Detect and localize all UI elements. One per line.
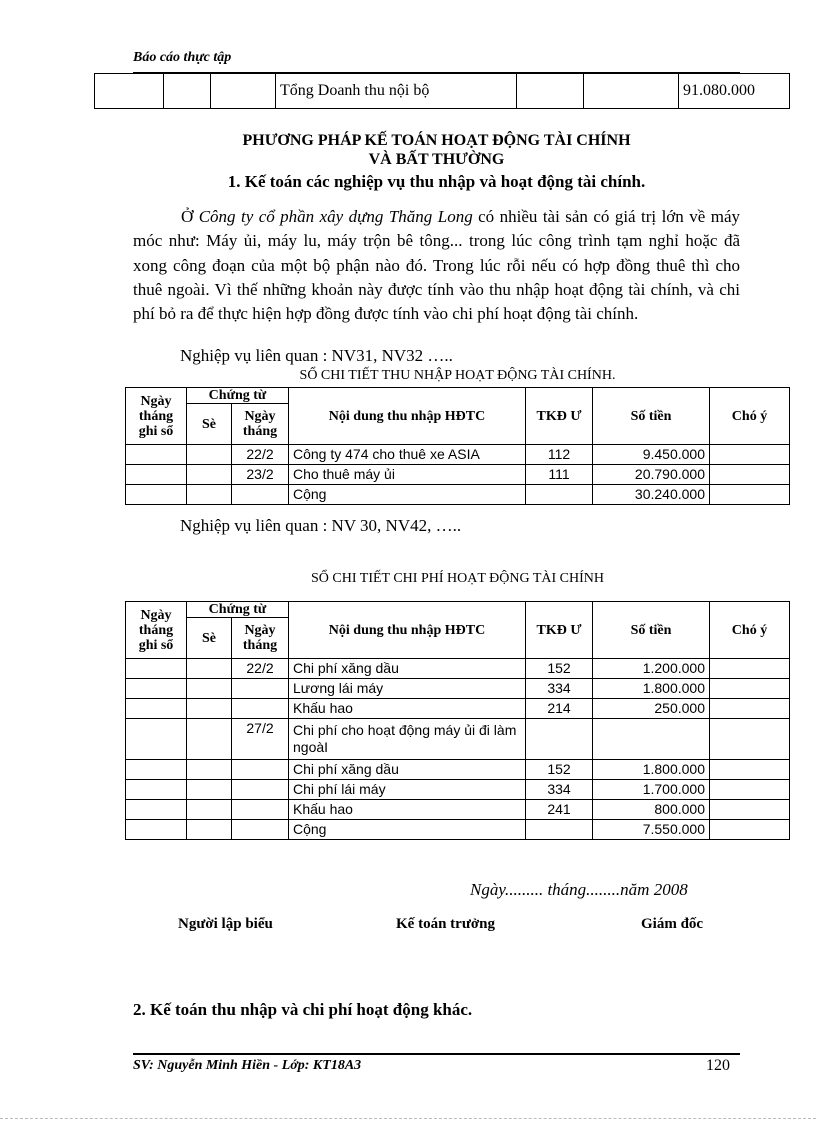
cell bbox=[95, 74, 164, 109]
row-date: 23/2 bbox=[232, 465, 289, 485]
row-amount: 800.000 bbox=[593, 800, 710, 820]
cell bbox=[710, 445, 790, 465]
table-row bbox=[126, 719, 790, 760]
company-name: Công ty cổ phần xây dựng Thăng Long bbox=[198, 207, 473, 226]
cell bbox=[187, 445, 232, 465]
cell bbox=[187, 679, 232, 699]
cell bbox=[126, 485, 187, 505]
row-account bbox=[526, 485, 593, 505]
table-row bbox=[126, 679, 790, 699]
col-amount: Số tiền bbox=[593, 602, 710, 659]
cell bbox=[710, 699, 790, 719]
col-content: Nội dung thu nhập HĐTC bbox=[289, 602, 526, 659]
cell bbox=[164, 74, 211, 109]
row-account: 334 bbox=[526, 679, 593, 699]
table-row bbox=[126, 465, 790, 485]
cell bbox=[126, 679, 187, 699]
cell bbox=[710, 485, 790, 505]
row-content: Chi phí lái máy bbox=[289, 780, 526, 800]
cell bbox=[126, 699, 187, 719]
row-content: Khấu hao bbox=[289, 699, 526, 719]
cell bbox=[126, 445, 187, 465]
col-date: Ngày tháng ghi sổ bbox=[126, 602, 187, 659]
cell bbox=[187, 699, 232, 719]
cell bbox=[584, 74, 679, 109]
row-amount: 7.550.000 bbox=[593, 820, 710, 840]
row-content: Cộng bbox=[289, 485, 526, 505]
col-date: Ngày tháng ghi sổ bbox=[126, 388, 187, 445]
signature-accountant: Kế toán trưởng bbox=[396, 916, 495, 932]
cell bbox=[710, 679, 790, 699]
cell bbox=[710, 465, 790, 485]
col-amount: Số tiền bbox=[593, 388, 710, 445]
row-date bbox=[232, 760, 289, 780]
col-tkdu: TKĐ Ư bbox=[526, 602, 593, 659]
row-amount: 250.000 bbox=[593, 699, 710, 719]
table-row bbox=[126, 485, 790, 505]
related-operations-2: Nghiệp vụ liên quan : NV 30, NV42, ….. bbox=[180, 516, 462, 535]
paragraph-rest: có nhiều tài sản có giá trị lớn về máy móc như: Máy ủi, máy lu, máy trộn bê tông... trong lúc công trình tạm nghỉ hoặc đã xong công đoạn của một bộ phận nào đó. Trong lúc rỗi nếu có hợp đồng thuê thì cho thuê ngoài. Vì thế những khoản này được tính vào thu nhập hoạt động tài chính, và chi phí bỏ ra để thực hiện hợp đồng được tính vào chi phí hoạt động tài chính. bbox=[133, 207, 740, 324]
table-row bbox=[126, 820, 790, 840]
row-content: Công ty 474 cho thuê xe ASIA bbox=[289, 445, 526, 465]
row-content: Chi phí xăng dầu bbox=[289, 760, 526, 780]
table-row bbox=[126, 800, 790, 820]
table-row bbox=[95, 74, 790, 109]
cell bbox=[517, 74, 584, 109]
related-operations-1: Nghiệp vụ liên quan : NV31, NV32 ….. bbox=[180, 346, 453, 365]
section-title-line-1: PHƯƠNG PHÁP KẾ TOÁN HOẠT ĐỘNG TÀI CHÍNH bbox=[242, 132, 631, 149]
col-voucher: Chứng từ bbox=[187, 388, 289, 404]
row-account: 152 bbox=[526, 760, 593, 780]
cell bbox=[710, 659, 790, 679]
col-ngay: Ngày tháng bbox=[232, 404, 289, 445]
row-content: Khấu hao bbox=[289, 800, 526, 820]
row-date bbox=[232, 800, 289, 820]
table-row bbox=[126, 699, 790, 719]
table-row bbox=[126, 760, 790, 780]
cell bbox=[126, 465, 187, 485]
row-amount: 30.240.000 bbox=[593, 485, 710, 505]
signature-preparer: Người lập biểu bbox=[178, 916, 273, 932]
expense-ledger-table bbox=[125, 601, 790, 840]
col-note: Chó ý bbox=[710, 602, 790, 659]
cell bbox=[187, 465, 232, 485]
cell bbox=[710, 719, 790, 760]
cell bbox=[126, 800, 187, 820]
cell bbox=[126, 719, 187, 760]
body-paragraph bbox=[133, 205, 740, 326]
cell bbox=[126, 820, 187, 840]
table1-title: SỔ CHI TIẾT THU NHẬP HOẠT ĐỘNG TÀI CHÍNH. bbox=[299, 368, 616, 383]
page-bottom-border bbox=[0, 1118, 816, 1119]
row-date bbox=[232, 679, 289, 699]
row-content: Cộng bbox=[289, 820, 526, 840]
heading-2: 2. Kế toán thu nhập và chi phí hoạt động khác. bbox=[133, 1000, 473, 1019]
row-content: Chi phí cho hoạt động máy ủi đi làm ngoàI bbox=[289, 719, 526, 760]
footer-rule bbox=[133, 1053, 740, 1055]
row-date: 27/2 bbox=[232, 719, 289, 760]
row-account: 112 bbox=[526, 445, 593, 465]
row-account: 214 bbox=[526, 699, 593, 719]
cell bbox=[126, 760, 187, 780]
date-line: Ngày......... tháng........năm 2008 bbox=[470, 880, 688, 899]
col-voucher: Chứng từ bbox=[187, 602, 289, 618]
col-tkdu: TKĐ Ư bbox=[526, 388, 593, 445]
cell bbox=[187, 820, 232, 840]
cell bbox=[187, 760, 232, 780]
row-date bbox=[232, 485, 289, 505]
row-amount: 1.800.000 bbox=[593, 679, 710, 699]
section-title-line-2: VÀ BẤT THƯỜNG bbox=[368, 151, 505, 168]
section-title bbox=[133, 131, 740, 169]
col-so: Sè bbox=[187, 404, 232, 445]
col-so: Sè bbox=[187, 618, 232, 659]
cell bbox=[126, 659, 187, 679]
heading-1: 1. Kế toán các nghiệp vụ thu nhập và hoạt động tài chính. bbox=[227, 172, 646, 191]
col-ngay: Ngày tháng bbox=[232, 618, 289, 659]
row-content: Lương lái máy bbox=[289, 679, 526, 699]
cell bbox=[710, 800, 790, 820]
row-account: 334 bbox=[526, 780, 593, 800]
paragraph-lead: Ở bbox=[181, 207, 199, 226]
cell bbox=[710, 780, 790, 800]
row-date bbox=[232, 699, 289, 719]
income-ledger-table bbox=[125, 387, 790, 505]
row-content: Chi phí xăng dầu bbox=[289, 659, 526, 679]
row-amount: 20.790.000 bbox=[593, 465, 710, 485]
row-account: 111 bbox=[526, 465, 593, 485]
cell bbox=[211, 74, 276, 109]
cell bbox=[187, 659, 232, 679]
table-row bbox=[126, 780, 790, 800]
cell bbox=[126, 780, 187, 800]
top-summary-table bbox=[94, 73, 790, 109]
row-amount bbox=[593, 719, 710, 760]
row-date bbox=[232, 820, 289, 840]
cell bbox=[187, 800, 232, 820]
col-content: Nội dung thu nhập HĐTC bbox=[289, 388, 526, 445]
row-date bbox=[232, 780, 289, 800]
cell bbox=[187, 485, 232, 505]
row-amount: 1.200.000 bbox=[593, 659, 710, 679]
summary-label: Tổng Doanh thu nội bộ bbox=[276, 74, 517, 109]
cell bbox=[710, 820, 790, 840]
page-number: 120 bbox=[706, 1057, 730, 1074]
cell bbox=[187, 719, 232, 760]
row-account bbox=[526, 719, 593, 760]
row-date: 22/2 bbox=[232, 659, 289, 679]
running-header: Báo cáo thực tập bbox=[133, 50, 232, 65]
cell bbox=[187, 780, 232, 800]
table-header-row bbox=[126, 388, 790, 404]
signature-director: Giám đốc bbox=[641, 916, 704, 932]
row-date: 22/2 bbox=[232, 445, 289, 465]
table-row bbox=[126, 659, 790, 679]
summary-amount: 91.080.000 bbox=[679, 74, 790, 109]
row-amount: 9.450.000 bbox=[593, 445, 710, 465]
row-content: Cho thuê máy ủi bbox=[289, 465, 526, 485]
table-row bbox=[126, 445, 790, 465]
row-amount: 1.800.000 bbox=[593, 760, 710, 780]
footer-student: SV: Nguyễn Minh Hiền - Lớp: KT18A3 bbox=[133, 1058, 362, 1073]
cell bbox=[710, 760, 790, 780]
table-header-row bbox=[126, 602, 790, 618]
col-note: Chó ý bbox=[710, 388, 790, 445]
row-amount: 1.700.000 bbox=[593, 780, 710, 800]
row-account: 241 bbox=[526, 800, 593, 820]
row-account bbox=[526, 820, 593, 840]
row-account: 152 bbox=[526, 659, 593, 679]
table2-title: SỔ CHI TIẾT CHI PHÍ HOẠT ĐỘNG TÀI CHÍNH bbox=[311, 571, 604, 586]
